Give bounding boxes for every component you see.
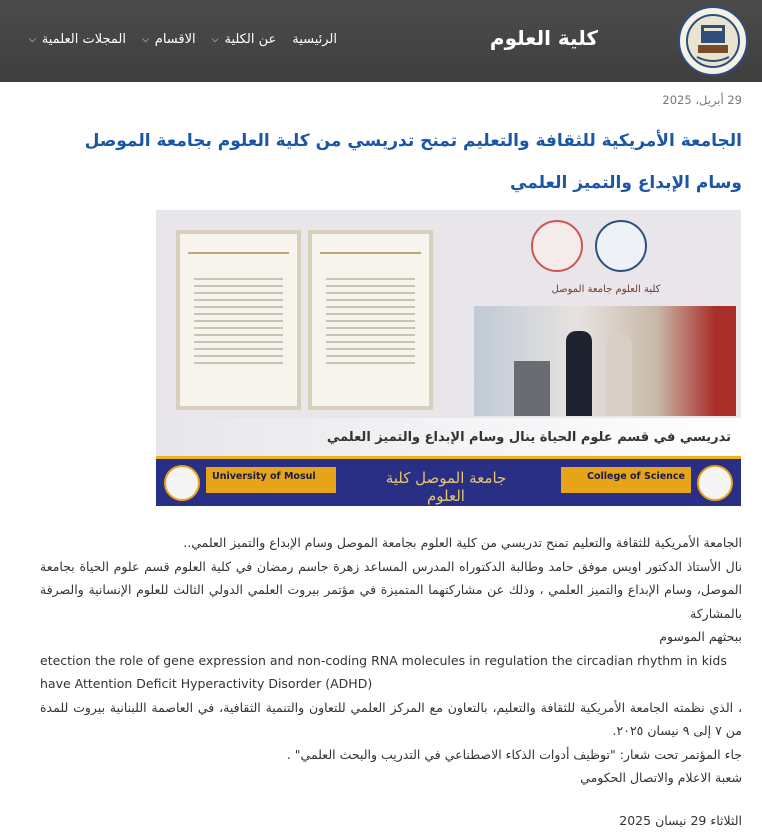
- main-nav: [29, 32, 337, 47]
- seal-icon: [595, 220, 647, 272]
- college-badge-icon: [697, 465, 733, 501]
- paragraph: نال الأستاذ الدكتور اويس موفق حامد وطالبة الدكتوراه المدرس المساعد زهرة جاسم رمضان في كلية العلوم قسم علوم الحياة بجامعة الموصل، وسام الإبداع والتميز العلمي ، وذلك عن مشاركتهما المتميزة في مؤتمر بيروت العلمي الدولي الثالث للعلوم الإنسانية والصرفة بالمشاركة: [40, 558, 742, 621]
- podium: [514, 361, 550, 416]
- seal-icon: [531, 220, 583, 272]
- banner-calligraphy: جامعة الموصل كلية العلوم: [385, 469, 507, 505]
- nav-journals-label: المجلات العلمية: [41, 32, 126, 47]
- nav-home[interactable]: [292, 32, 337, 47]
- paragraph-english: etection the role of gene expression and non-coding RNA molecules in regulation the circadian rhythm in kids have Attention Deficit Hyperactivity Disorder (ADHD): [40, 652, 727, 691]
- chevron-down-icon: ⌵: [211, 34, 219, 45]
- site-header: [0, 0, 762, 82]
- nav-about[interactable]: [212, 32, 277, 47]
- post-image[interactable]: [156, 210, 741, 506]
- paragraph: شعبة الاعلام والاتصال الحكومي: [580, 770, 742, 785]
- award-photo: [474, 306, 736, 416]
- college-seals: [531, 220, 681, 282]
- paragraph: ، الذي نظمته الجامعة الأمريكية للثقافة والتعليم، بالتعاون مع المركز العلمي للتعاون والتنمية الثقافية، في العاصمة اللبنانية بيروت للمدة من ٧ إلى ٩ نيسان ٢٠٢٥.: [40, 699, 742, 738]
- image-banner: [156, 456, 741, 506]
- chevron-down-icon: ⌵: [28, 34, 36, 45]
- paragraph: ببحثهم الموسوم: [659, 629, 742, 644]
- paragraph: جاء المؤتمر تحت شعار: "توظيف أدوات الذكاء الاصطناعي في التدريب والبحث العلمي" .: [286, 746, 742, 762]
- university-emblem-icon[interactable]: [678, 6, 748, 76]
- nav-departments-label: الاقسام: [154, 32, 196, 47]
- paragraph: الجامعة الأمريكية للثقافة والتعليم تمنح تدريسي من كلية العلوم بجامعة الموصل وسام الإبداع والتميز العلمي..: [183, 535, 742, 550]
- site-title[interactable]: كلية العلوم: [489, 26, 598, 50]
- nav-home-label: الرئيسية: [292, 32, 337, 47]
- post-date: 29 أبريل، 2025: [662, 93, 742, 107]
- nav-journals[interactable]: [29, 32, 126, 47]
- university-badge-icon: [164, 465, 200, 501]
- image-caption: تدريسي في قسم علوم الحياة ينال وسام الإبداع والتميز العلمي: [326, 430, 731, 445]
- person-1: [566, 331, 592, 416]
- nav-about-label: عن الكلية: [224, 32, 277, 47]
- post-footer-date: الثلاثاء 29 نيسان 2025: [619, 813, 742, 828]
- post-body: [40, 531, 742, 790]
- post-title: الجامعة الأمريكية للثقافة والتعليم تمنح تدريسي من كلية العلوم بجامعة الموصل وسام الإبداع والتميز العلمي: [84, 131, 742, 193]
- person-2: [606, 334, 632, 416]
- certificate-1: [176, 230, 301, 410]
- seal-caption: كلية العلوم جامعة الموصل: [551, 284, 661, 295]
- chevron-down-icon: ⌵: [141, 34, 149, 45]
- nav-departments[interactable]: [142, 32, 196, 47]
- image-caption-strip: [156, 418, 741, 458]
- banner-college-label: College of Science: [561, 467, 691, 493]
- banner-university-label: University of Mosul: [206, 467, 336, 493]
- certificate-2: [308, 230, 433, 410]
